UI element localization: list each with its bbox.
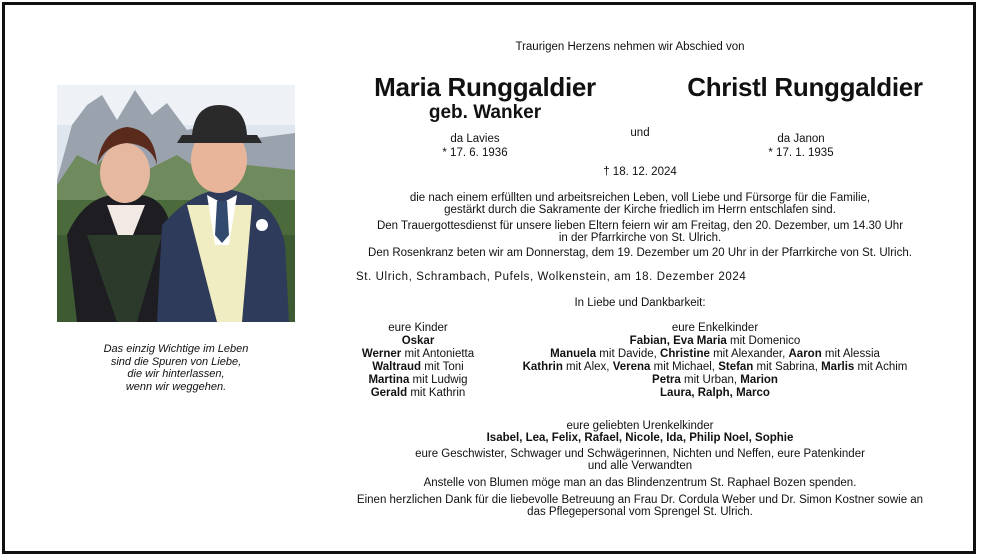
grandchild-row: Kathrin mit Alex, Verena mit Michael, Stefan mit Sabrina, Marlis mit Achim (522, 361, 908, 373)
person1-maiden: geb. Wanker (428, 102, 542, 123)
children-heading: eure Kinder (388, 322, 448, 334)
text3: Den Rosenkranz beten wir am Donnerstag, dem 19. Dezember um 20 Uhr in der Pfarrkirche von St. Ulrich. (368, 247, 912, 259)
relatives-line2: und alle Verwandten (587, 460, 693, 472)
gratitude: In Liebe und Dankbarkeit: (574, 297, 706, 309)
person1-born: * 17. 6. 1936 (442, 147, 508, 159)
text1-line2: gestärkt durch die Sakramente der Kirche friedlich im Herrn entschlafen sind. (444, 204, 836, 216)
grandchildren-heading: eure Enkelkinder (671, 322, 759, 334)
relatives-line1: eure Geschwister, Schwager und Schwägerinnen, Nichten und Neffen, eure Patenkinder (415, 448, 865, 460)
donation-text: Anstelle von Blumen möge man an das Blindenzentrum St. Raphael Bozen spenden. (423, 477, 857, 489)
death-date: † 18. 12. 2024 (603, 166, 677, 178)
quote-line-4: wenn wir weggehen. (125, 380, 227, 393)
thanks-line1: Einen herzlichen Dank für die liebevolle Betreuung an Frau Dr. Cordula Weber und Dr. Simon Kostner sowie an (356, 494, 924, 506)
grandchild-row: Laura, Ralph, Marco (660, 387, 770, 399)
text2-line1: Den Trauergottesdienst für unsere lieben Eltern feiern wir am Freitag, den 20. Dezember, um 14.30 Uhr (376, 220, 904, 232)
quote-line-2: sind die Spuren von Liebe, (110, 355, 242, 368)
child-row: Gerald mit Kathrin (370, 387, 466, 399)
quote (57, 343, 295, 393)
person2-origin: da Janon (777, 133, 825, 145)
greatgrandchildren-heading: eure geliebten Urenkelkinder (566, 420, 714, 432)
couple-photo (57, 85, 295, 322)
grandchild-row: Manuela mit Davide, Christine mit Alexander, Aaron mit Alessia (550, 348, 880, 360)
place-date: St. Ulrich, Schrambach, Pufels, Wolkenstein, am 18. Dezember 2024 (356, 271, 747, 283)
quote-line-3: die wir hinterlassen, (127, 368, 225, 380)
and-text: und (630, 127, 650, 139)
child-row: Waltraud mit Toni (372, 361, 464, 373)
person2-born: * 17. 1. 1935 (768, 147, 834, 159)
child-row: Werner mit Antonietta (361, 348, 475, 360)
thanks-line2: das Pflegepersonal vom Sprengel St. Ulrich. (527, 506, 753, 518)
person1-name: Maria Runggaldier (374, 72, 596, 102)
grandchild-row: Fabian, Eva Maria mit Domenico (629, 335, 801, 347)
child-row: Oskar (401, 335, 435, 347)
children-list (353, 322, 483, 400)
greatgrandchildren-names: Isabel, Lea, Felix, Rafael, Nicole, Ida, Philip Noel, Sophie (486, 432, 794, 444)
intro-text: Traurigen Herzens nehmen wir Abschied von (515, 41, 745, 53)
child-row: Martina mit Ludwig (368, 374, 468, 386)
quote-line-1: Das einzig Wichtige im Leben (103, 343, 249, 355)
text2-line2: in der Pfarrkirche von St. Ulrich. (558, 232, 722, 244)
person1-origin: da Lavies (450, 133, 500, 145)
text1-line1: die nach einem erfüllten und arbeitsreichen Leben, voll Liebe und Fürsorge für die Familie, (409, 192, 871, 204)
person2-name: Christl Runggaldier (687, 72, 923, 102)
grandchildren-list (500, 322, 930, 400)
grandchild-row: Petra mit Urban, Marion (652, 374, 778, 386)
